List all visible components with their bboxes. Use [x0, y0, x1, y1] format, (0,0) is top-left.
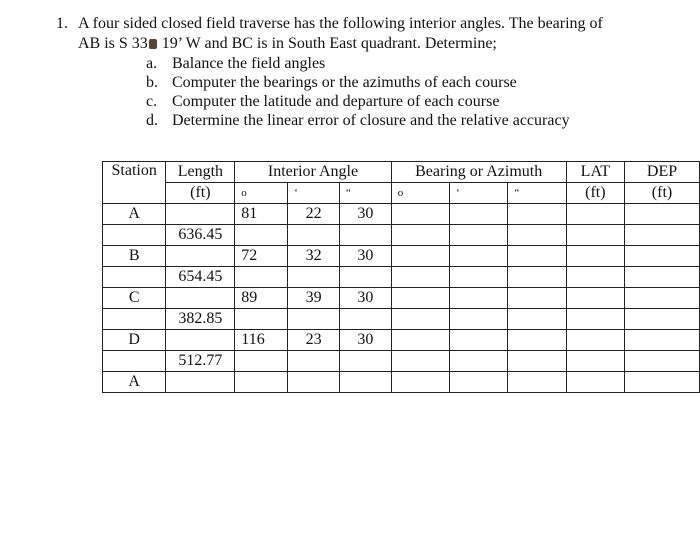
header-row: [103, 162, 700, 183]
empty-cell: [288, 351, 340, 372]
empty-cell: [235, 309, 288, 330]
station-row: [103, 330, 700, 351]
problem-number: 1.: [56, 15, 68, 32]
header-interior-angle: Interior Angle: [235, 162, 391, 183]
angle-min: 23: [288, 330, 340, 351]
angle-min: 32: [288, 246, 340, 267]
second-symbol: “: [339, 183, 391, 204]
angle-deg: 81: [235, 204, 288, 225]
task-text: Computer the latitude and departure of each course: [172, 93, 500, 110]
empty-cell: [625, 288, 700, 309]
station-name: D: [103, 330, 166, 351]
empty-cell: [391, 288, 449, 309]
empty-cell: [566, 204, 624, 225]
empty-cell: [391, 225, 449, 246]
empty-cell: [450, 246, 508, 267]
empty-cell: [566, 246, 624, 267]
empty-cell: [391, 267, 449, 288]
angle-min: 39: [288, 288, 340, 309]
ink-blot-mark: [149, 39, 157, 49]
task-text: Balance the field angles: [172, 55, 326, 72]
course-length: 654.45: [166, 267, 235, 288]
empty-cell: [625, 204, 700, 225]
bearing-minute-symbol: ‘: [450, 183, 508, 204]
empty-cell: [288, 225, 340, 246]
course-length: 382.85: [166, 309, 235, 330]
course-row: [103, 267, 700, 288]
empty-cell: [450, 204, 508, 225]
header-bearing: Bearing or Azimuth: [391, 162, 566, 183]
task-text: Determine the linear error of closure and the relative accuracy: [172, 112, 570, 129]
angle-sec: 30: [339, 288, 391, 309]
problem-text-line2: [56, 34, 686, 54]
empty-cell: [566, 225, 624, 246]
empty-cell: [508, 351, 566, 372]
traverse-table: [102, 161, 700, 393]
header-lat-unit: (ft): [566, 183, 624, 204]
header-length-unit: (ft): [166, 183, 235, 204]
empty-cell: [508, 225, 566, 246]
task-list: [56, 54, 686, 130]
task-item: [146, 92, 686, 111]
task-letter: c.: [146, 93, 158, 110]
empty-cell: [625, 330, 700, 351]
bearing-prefix: AB is S 33: [78, 35, 148, 52]
bearing-second-symbol: “: [508, 183, 566, 204]
empty-cell: [235, 225, 288, 246]
empty-cell: [566, 267, 624, 288]
angle-sec: 30: [339, 246, 391, 267]
station-row: [103, 246, 700, 267]
empty-cell: [625, 267, 700, 288]
empty-cell: [450, 330, 508, 351]
station-name: A: [103, 372, 166, 393]
empty-cell: [508, 267, 566, 288]
empty-cell: [391, 246, 449, 267]
empty-cell: [508, 330, 566, 351]
empty-cell: [235, 267, 288, 288]
angle-deg: 89: [235, 288, 288, 309]
angle-deg: 116: [235, 330, 288, 351]
empty-cell: [391, 351, 449, 372]
empty-cell: [103, 351, 166, 372]
task-item: [146, 111, 686, 130]
empty-cell: [166, 246, 235, 267]
empty-cell: [391, 372, 449, 393]
empty-cell: [450, 288, 508, 309]
empty-cell: [391, 330, 449, 351]
empty-cell: [450, 225, 508, 246]
empty-cell: [391, 309, 449, 330]
empty-cell: [450, 372, 508, 393]
task-item: [146, 54, 686, 73]
empty-cell: [391, 204, 449, 225]
station-row: [103, 372, 700, 393]
empty-cell: [339, 351, 391, 372]
empty-cell: [508, 288, 566, 309]
empty-cell: [508, 204, 566, 225]
empty-cell: [166, 372, 235, 393]
empty-cell: [166, 288, 235, 309]
empty-cell: [103, 267, 166, 288]
angle-deg: 72: [235, 246, 288, 267]
empty-cell: [166, 204, 235, 225]
empty-cell: [625, 225, 700, 246]
station-row: [103, 204, 700, 225]
empty-cell: [625, 246, 700, 267]
empty-cell: [625, 309, 700, 330]
empty-cell: [450, 267, 508, 288]
empty-cell: [235, 351, 288, 372]
empty-cell: [566, 330, 624, 351]
station-row: [103, 288, 700, 309]
angle-min: 22: [288, 204, 340, 225]
empty-cell: [103, 225, 166, 246]
task-item: [146, 73, 686, 92]
header-station: Station: [103, 162, 166, 204]
bearing-degree-symbol: o: [391, 183, 449, 204]
empty-cell: [566, 288, 624, 309]
empty-cell: [625, 351, 700, 372]
station-name: B: [103, 246, 166, 267]
problem-statement: [56, 14, 686, 130]
header-dep: DEP: [625, 162, 700, 183]
bearing-suffix: 19’ W and BC is in South East quadrant. Determine;: [157, 35, 497, 52]
empty-cell: [625, 372, 700, 393]
problem-text-line1: A four sided closed field traverse has the following interior angles. The bearing of: [78, 15, 603, 32]
empty-cell: [450, 351, 508, 372]
course-length: 512.77: [166, 351, 235, 372]
empty-cell: [566, 372, 624, 393]
task-text: Computer the bearings or the azimuths of each course: [172, 74, 517, 91]
empty-cell: [566, 309, 624, 330]
empty-cell: [508, 246, 566, 267]
empty-cell: [508, 372, 566, 393]
empty-cell: [288, 309, 340, 330]
task-letter: b.: [146, 74, 158, 91]
header-units-row: [103, 183, 700, 204]
empty-cell: [339, 267, 391, 288]
empty-cell: [288, 267, 340, 288]
station-name: A: [103, 204, 166, 225]
empty-cell: [339, 309, 391, 330]
course-length: 636.45: [166, 225, 235, 246]
empty-cell: [339, 225, 391, 246]
header-length: Length: [166, 162, 235, 183]
empty-cell: [235, 372, 288, 393]
station-name: C: [103, 288, 166, 309]
empty-cell: [166, 330, 235, 351]
degree-symbol: o: [235, 183, 288, 204]
empty-cell: [339, 372, 391, 393]
angle-sec: 30: [339, 330, 391, 351]
task-letter: d.: [146, 112, 158, 129]
angle-sec: 30: [339, 204, 391, 225]
task-letter: a.: [146, 55, 158, 72]
course-row: [103, 309, 700, 330]
header-lat: LAT: [566, 162, 624, 183]
course-row: [103, 225, 700, 246]
minute-symbol: ‘: [288, 183, 340, 204]
empty-cell: [566, 351, 624, 372]
empty-cell: [508, 309, 566, 330]
header-dep-unit: (ft): [625, 183, 700, 204]
empty-cell: [450, 309, 508, 330]
empty-cell: [103, 309, 166, 330]
empty-cell: [288, 372, 340, 393]
course-row: [103, 351, 700, 372]
